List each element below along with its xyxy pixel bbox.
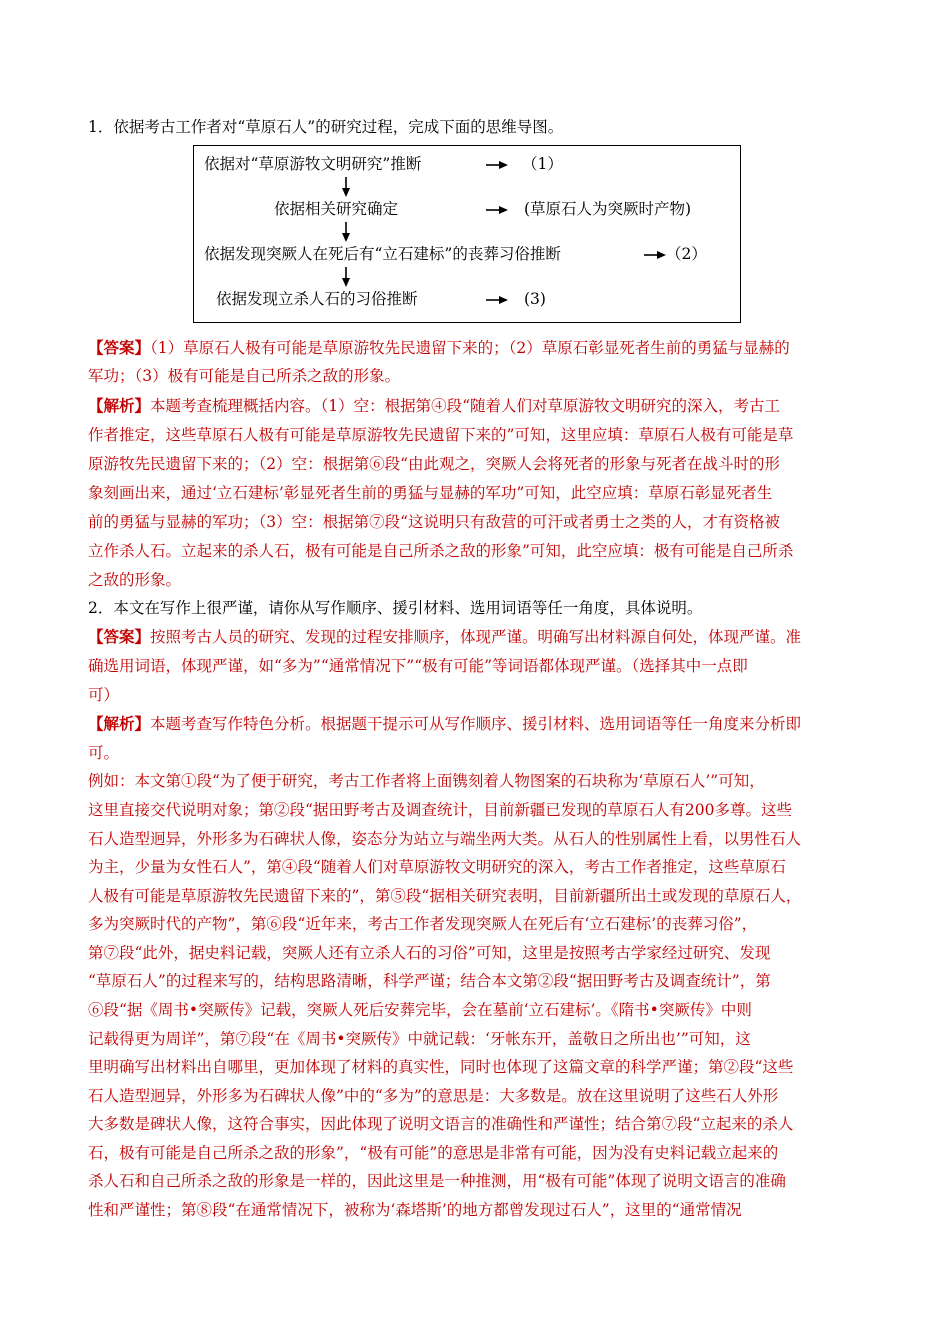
q2-answer-line: 确选用词语，体现严谨，如“多为”“通常情况下”“极有可能”等词语都体现严谨。（选择其中一点即 <box>88 657 748 675</box>
right-arrow-icon <box>644 250 666 260</box>
q2-example-line: 为主，少量为女性石人”，第④段“随着人们对草原游牧文明研究的深入，考古工作者推定，这些草原石 <box>88 858 786 876</box>
q2-example-line: 石人造型迥异，外形多为石碑状人像，姿态分为站立与端坐两大类。从石人的性别属性上看，以男性石人 <box>88 830 802 848</box>
right-arrow-icon <box>486 205 508 215</box>
q1-analysis-line <box>88 392 868 420</box>
q2-example-line: 石，极有可能是自己所杀之敌的形象”，“极有可能”的意思是非常有可能，因为没有史料记载立起来的 <box>88 1144 779 1162</box>
mind-map-result-3: （2） <box>666 245 707 263</box>
answer-tag: 【答案】 <box>88 627 151 646</box>
analysis-tag: 【解析】 <box>88 714 151 733</box>
down-arrow-icon <box>341 177 351 197</box>
mind-map-result-2: (草原石人为突厥时产物) <box>524 200 692 218</box>
mind-map-step-3: 依据发现突厥人在死后有“立石建标”的丧葬习俗推断 <box>204 245 561 263</box>
q1-analysis-line: 作者推定，这些草原石人极有可能是草原游牧先民遗留下来的”可知，这里应填：草原石人极有可能是草 <box>88 426 794 444</box>
mind-map-result-1: （1） <box>522 155 563 173</box>
answer-text: （1）草原石人极有可能是草原游牧先民遗留下来的；（2）草原石彰显死者生前的勇猛与显赫的 <box>150 339 790 357</box>
q2-answer-line <box>88 623 868 651</box>
q1-analysis-line: 之敌的形象。 <box>88 571 182 589</box>
analysis-text: 本题考查梳理概括内容。（1）空：根据第④段“随着人们对草原游牧文明研究的深入，考古工 <box>150 397 781 415</box>
q2-example-line: “草原石人”的过程来写的，结构思路清晰，科学严谨；结合本文第②段“据田野考古及调查统计”，第 <box>88 972 771 990</box>
mind-map-step-2: 依据相关研究确定 <box>274 200 399 218</box>
analysis-tag: 【解析】 <box>88 396 151 415</box>
answer-tag: 【答案】 <box>88 338 151 357</box>
down-arrow-icon <box>341 267 351 287</box>
q1-analysis-line: 象刻画出来，通过‘立石建标’彰显死者生前的勇猛与显赫的军功”可知，此空应填：草原石彰显死者生 <box>88 484 773 502</box>
q1-answer-line <box>88 334 868 362</box>
q2-example-line: 大多数是碑状人像，这符合事实，因此体现了说明文语言的准确性和严谨性；结合第⑦段“立起来的杀人 <box>88 1115 794 1133</box>
q2-example-line: 例如：本文第①段“为了便于研究，考古工作者将上面镌刻着人物图案的石块称为‘草原石人’”可知， <box>88 772 765 790</box>
answer-text: 按照考古人员的研究、发现的过程安排顺序，体现严谨。明确写出材料源自何处，体现严谨。准 <box>150 628 802 646</box>
q2-example-line: 记载得更为周详”，第⑦段“在《周书•突厥传》中就记载：‘牙帐东开，盖敬日之所出也’”可知，这 <box>88 1030 751 1048</box>
question-2-prompt: 2．本文在写作上很严谨，请你从写作顺序、援引材料、选用词语等任一角度，具体说明。 <box>88 599 703 617</box>
q2-example-line: 石人造型迥异，外形多为石碑状人像”中的“多为”的意思是：大多数是。放在这里说明了这些石人外形 <box>88 1087 779 1105</box>
q2-example-line: ⑥段“据《周书•突厥传》记载，突厥人死后安葬完毕，会在墓前‘立石建标’。《隋书•突厥传》中则 <box>88 1001 752 1019</box>
q1-analysis-line: 立作杀人石。立起来的杀人石，极有可能是自己所杀之敌的形象”可知，此空应填：极有可能是自己所杀 <box>88 542 794 560</box>
mind-map-diagram <box>193 145 741 323</box>
down-arrow-icon <box>341 222 351 242</box>
q2-example-line: 第⑦段“此外，据史料记载，突厥人还有立杀人石的习俗”可知，这里是按照考古学家经过研究、发现 <box>88 944 771 962</box>
q2-analysis-line: 可。 <box>88 744 120 762</box>
q2-example-line: 人极有可能是草原游牧先民遗留下来的”，第⑤段“据相关研究表明，目前新疆所出土或发现的草原石人， <box>88 887 802 905</box>
mind-map-step-4: 依据发现立杀人石的习俗推断 <box>216 290 418 308</box>
mind-map-step-1: 依据对“草原游牧文明研究”推断 <box>204 155 422 173</box>
q2-example-line: 这里直接交代说明对象；第②段“据田野考古及调查统计，目前新疆已发现的草原石人有200多尊。这些 <box>88 801 793 819</box>
q2-example-line: 性和严谨性；第⑧段“在通常情况下，被称为‘森塔斯’的地方都曾发现过石人”，这里的“通常情况 <box>88 1201 742 1219</box>
q2-analysis-line <box>88 710 868 738</box>
q1-analysis-line: 前的勇猛与显赫的军功；（3）空：根据第⑦段“这说明只有敌营的可汗或者勇士之类的人，才有资格被 <box>88 513 781 531</box>
analysis-text: 本题考查写作特色分析。根据题干提示可从写作顺序、援引材料、选用词语等任一角度来分析即 <box>150 715 802 733</box>
q1-analysis-line: 原游牧先民遗留下来的；（2）空：根据第⑥段“由此观之，突厥人会将死者的形象与死者在战斗时的形 <box>88 455 781 473</box>
q1-answer-line: 军功；（3）极有可能是自己所杀之敌的形象。 <box>88 367 401 385</box>
right-arrow-icon <box>486 295 508 305</box>
question-1-prompt: 1．依据考古工作者对“草原石人”的研究过程，完成下面的思维导图。 <box>88 118 564 136</box>
q2-answer-line: 可） <box>88 686 120 704</box>
q2-example-line: 杀人石和自己所杀之敌的形象是一样的，因此这里是一种推测，用“极有可能”体现了说明文语言的准确 <box>88 1172 786 1190</box>
q2-example-line: 里明确写出材料出自哪里，更加体现了材料的真实性，同时也体现了这篇文章的科学严谨；第②段“这些 <box>88 1058 794 1076</box>
q2-example-line: 多为突厥时代的产物”，第⑥段“近年来，考古工作者发现突厥人在死后有‘立石建标’的丧葬习俗”， <box>88 915 758 933</box>
right-arrow-icon <box>486 160 508 170</box>
mind-map-result-4: (3) <box>524 290 546 308</box>
